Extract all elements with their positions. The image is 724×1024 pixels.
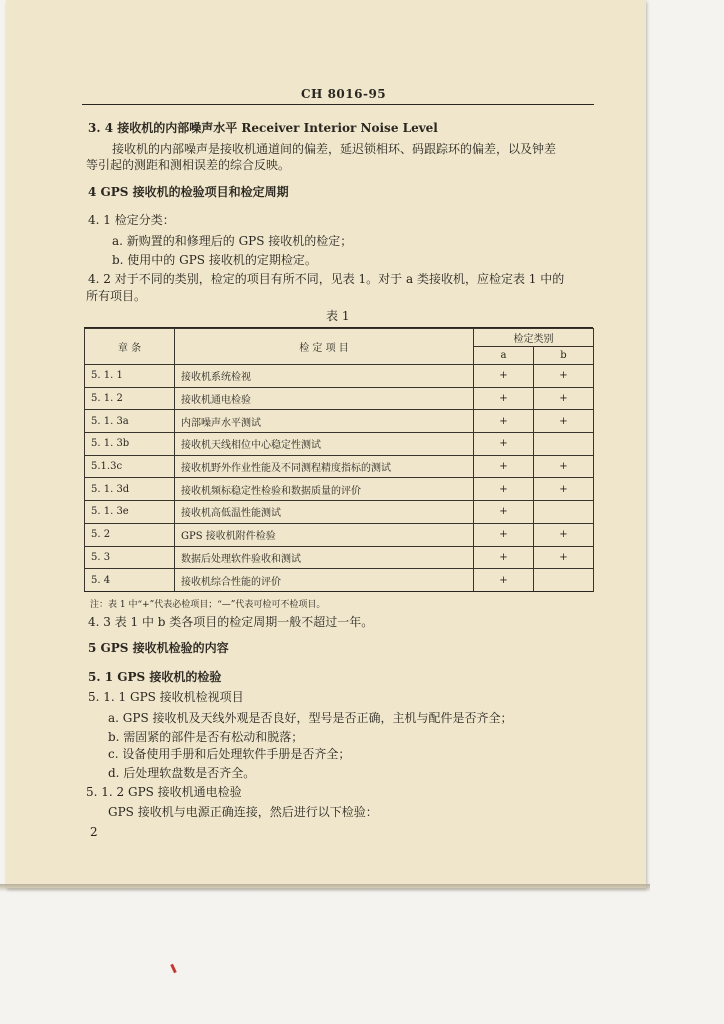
row-category-a: +	[474, 455, 534, 478]
section-4-3-text: 4. 3 表 1 中 b 类各项目的检定周期一般不超过一年。	[88, 615, 374, 629]
page-edge-shadow	[0, 884, 650, 892]
column-header-a: a	[474, 347, 534, 365]
row-chapter: 5. 1. 2	[85, 387, 175, 410]
row-chapter: 5. 1. 3d	[85, 478, 175, 501]
row-category-a: +	[474, 501, 534, 524]
row-category-a: +	[474, 387, 534, 410]
section-4-heading: 4 GPS 接收机的检验项目和检定周期	[88, 185, 289, 199]
table-row	[85, 478, 594, 501]
row-item: 接收机野外作业性能及不同测程精度指标的测试	[175, 455, 474, 478]
row-item: 接收机通电检验	[175, 387, 474, 410]
section-4-2-line2: 所有项目。	[86, 289, 147, 303]
section-5-1-1-heading: 5. 1. 1 GPS 接收机检视项目	[88, 690, 244, 704]
row-category-a: +	[474, 433, 534, 456]
stray-pen-mark	[170, 964, 177, 973]
table-caption: 表 1	[326, 309, 350, 323]
section-3-4-body-line2: 等引起的测距和测相误差的综合反映。	[86, 158, 291, 172]
row-chapter: 5. 1. 3b	[85, 433, 175, 456]
column-header-category: 检定类别	[474, 329, 594, 347]
row-chapter: 5. 4	[85, 569, 175, 592]
table-row	[85, 501, 594, 524]
table-row	[85, 523, 594, 546]
row-category-a: +	[474, 365, 534, 388]
table-row	[85, 410, 594, 433]
section-3-4-heading: 3. 4 接收机的内部噪声水平 Receiver Interior Noise Level	[88, 121, 438, 135]
row-category-a: +	[474, 410, 534, 433]
table-row	[85, 569, 594, 592]
section-5-1-1-item-a: a. GPS 接收机及天线外观是否良好，型号是否正确，主机与配件是否齐全；	[108, 711, 513, 725]
row-item: 内部噪声水平测试	[175, 410, 474, 433]
section-5-1-1-item-c: c. 设备使用手册和后处理软件手册是否齐全；	[108, 747, 351, 761]
row-category-a: +	[474, 569, 534, 592]
row-item: GPS 接收机附件检验	[175, 523, 474, 546]
table-row	[85, 433, 594, 456]
row-item: 接收机系统检视	[175, 365, 474, 388]
section-5-1-2-body: GPS 接收机与电源正确连接，然后进行以下检验：	[108, 805, 378, 819]
table-note: 注：表 1 中“+”代表必检项目；“—”代表可检可不检项目。	[90, 600, 326, 610]
row-category-a: +	[474, 546, 534, 569]
row-chapter: 5. 1. 3e	[85, 501, 175, 524]
row-category-b	[534, 433, 594, 456]
table-row	[85, 387, 594, 410]
row-category-b: +	[534, 478, 594, 501]
row-category-b	[534, 569, 594, 592]
row-item: 接收机频标稳定性检验和数据质量的评价	[175, 478, 474, 501]
row-item: 接收机综合性能的评价	[175, 569, 474, 592]
row-chapter: 5. 3	[85, 546, 175, 569]
row-item: 接收机高低温性能测试	[175, 501, 474, 524]
row-category-b: +	[534, 523, 594, 546]
header-rule	[82, 104, 594, 105]
row-category-b: +	[534, 365, 594, 388]
page-number: 2	[90, 825, 98, 839]
row-category-b: +	[534, 387, 594, 410]
section-5-1-1-item-d: d. 后处理软盘数是否齐全。	[108, 766, 256, 780]
section-4-2-line1: 4. 2 对于不同的类别，检定的项目有所不同，见表 1。对于 a 类接收机，应检定表 1 中的	[88, 272, 565, 286]
section-4-1-item-a: a. 新购置的和修理后的 GPS 接收机的检定；	[112, 234, 353, 248]
section-3-4-body-line1: 接收机的内部噪声是接收机通道间的偏差，延迟锁相环、码跟踪环的偏差，以及钟差	[112, 142, 557, 156]
row-item: 接收机天线相位中心稳定性测试	[175, 433, 474, 456]
row-category-b	[534, 501, 594, 524]
row-chapter: 5.1.3c	[85, 455, 175, 478]
row-chapter: 5. 1. 3a	[85, 410, 175, 433]
table-bottom-rule	[84, 591, 593, 592]
section-5-1-2-heading: 5. 1. 2 GPS 接收机通电检验	[86, 785, 242, 799]
table-row	[85, 455, 594, 478]
row-category-b: +	[534, 410, 594, 433]
section-4-1-item-b: b. 使用中的 GPS 接收机的定期检定。	[112, 253, 317, 267]
standard-code-header: CH 8016-95	[301, 87, 387, 101]
section-5-1-1-item-b: b. 需固紧的部件是否有松动和脱落；	[108, 730, 304, 744]
column-header-b: b	[534, 347, 594, 365]
section-5-1-heading: 5. 1 GPS 接收机的检验	[88, 670, 222, 684]
section-5-heading: 5 GPS 接收机检验的内容	[88, 641, 229, 655]
section-4-1-heading: 4. 1 检定分类：	[88, 213, 175, 227]
row-chapter: 5. 2	[85, 523, 175, 546]
row-chapter: 5. 1. 1	[85, 365, 175, 388]
inspection-items-table	[84, 328, 594, 592]
row-item: 数据后处理软件验收和测试	[175, 546, 474, 569]
row-category-a: +	[474, 478, 534, 501]
row-category-a: +	[474, 523, 534, 546]
column-header-chapter: 章 条	[85, 329, 175, 365]
row-category-b: +	[534, 546, 594, 569]
row-category-b: +	[534, 455, 594, 478]
column-header-item: 检 定 项 目	[175, 329, 474, 365]
table-row	[85, 365, 594, 388]
table-row	[85, 546, 594, 569]
